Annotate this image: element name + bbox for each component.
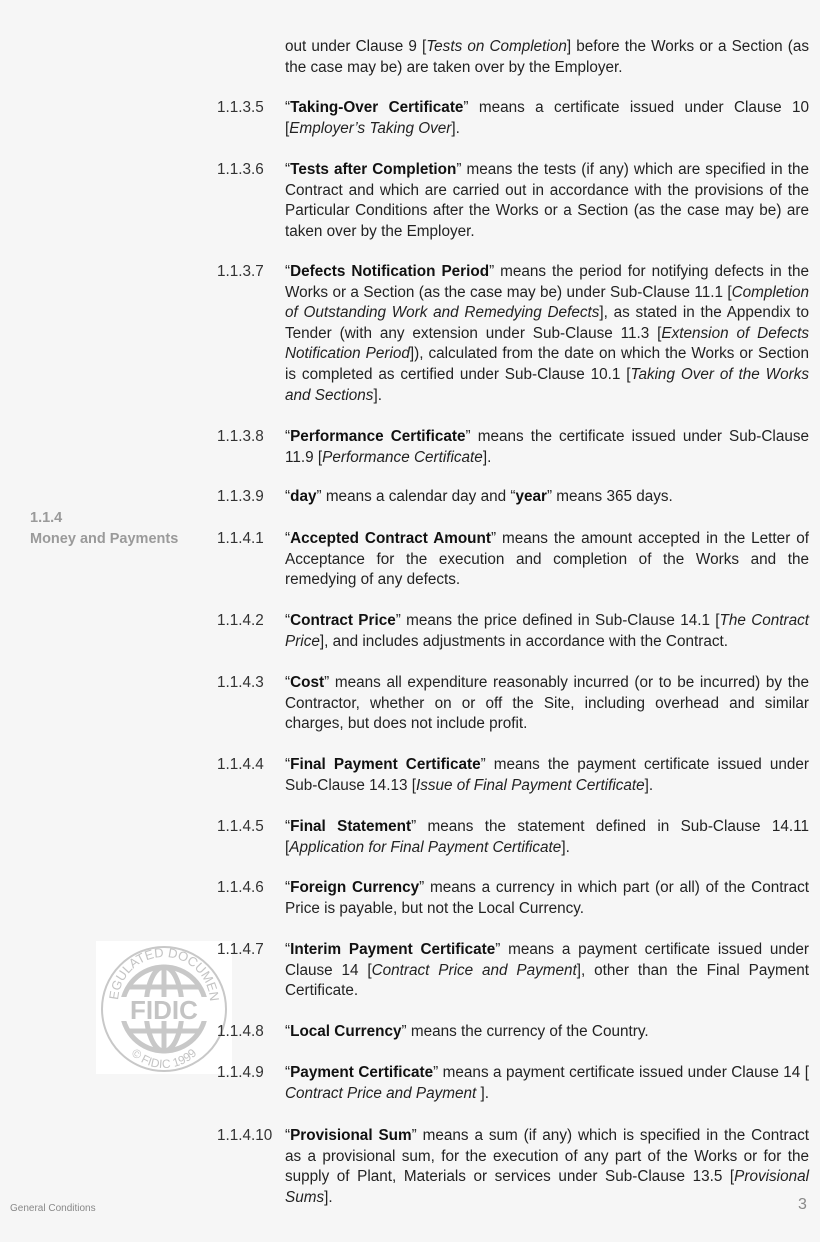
text-segment: ” means the payment certificate issued under Sub-Clause 14.13 [ [285,756,809,794]
text-segment: ” means a currency in which part (or all) of the Contract Price is payable, but not the Local Currency. [285,879,809,917]
text-segment: ], as stated in the Appendix to Tender (with any extension under Sub-Clause 11.3 [ [285,304,809,342]
clause-text [285,817,809,858]
clause-reference: Tests on Completion [426,38,567,55]
text-segment: “ [285,530,291,547]
clause-number: 1.1.4.7 [217,941,264,958]
text-segment: “ [285,488,291,505]
clause-number: 1.1.4.6 [217,879,264,896]
defined-term: Local Currency [290,1023,402,1040]
clause-text [285,1126,809,1208]
clause-number: 1.1.4.8 [217,1023,264,1040]
defined-term: Taking-Over Certificate [290,99,464,116]
fidic-seal-icon [96,941,232,1074]
clause-reference: Contract Price and Payment [285,1084,477,1102]
text-segment: “ [285,674,291,691]
defined-term: Defects Notification Period [290,263,490,280]
defined-term: Payment Certificate [290,1064,434,1081]
clause-text [285,1063,809,1104]
text-segment: ]. [561,838,570,856]
clause-number: 1.1.4.2 [217,612,264,629]
text-segment: ” means a sum (if any) which is specified in the Contract as a provisional sum, for the execution of any part of the Works or for the supply of Plant, Materials or services under Sub-Clause 13.5 [ [285,1127,809,1186]
text-segment: “ [285,428,291,445]
clause-number: 1.1.3.5 [217,99,264,116]
clause-number: 1.1.4.4 [217,756,264,773]
defined-term: Final Statement [290,818,412,835]
text-segment: “ [285,941,291,958]
text-segment: ” means a certificate issued under Clause 10 [ [285,99,809,137]
text-segment: “ [285,263,291,280]
defined-term: Provisional Sum [290,1127,412,1144]
svg-text:FIDIC: FIDIC [130,995,198,1025]
text-segment: ” means the tests (if any) which are specified in the Contract and which are carried out in accordance with the provisions of the Particular Conditions after the Works or a Section (as the case may be) are taken over by the Employer. [285,161,809,240]
clause-reference: Taking Over of the Works and Sections [285,365,809,404]
text-segment: ” means the statement defined in Sub-Clause 14.11 [ [285,818,809,856]
clause-number: 1.1.4.1 [217,530,264,547]
text-segment: “ [285,1127,291,1144]
clause-text [285,98,809,139]
defined-term: Contract Price [290,612,396,629]
clause-number: 1.1.3.8 [217,428,264,445]
clause-reference: Issue of Final Payment Certificate [415,776,645,794]
section-title: Money and Payments [30,531,179,547]
section-number: 1.1.4 [30,510,63,526]
text-segment: “ [285,161,291,178]
defined-term: Foreign Currency [290,879,420,896]
clause-number: 1.1.4.5 [217,818,264,835]
defined-term: Final Payment Certificate [290,756,481,773]
text-segment: ]. [324,1188,333,1206]
defined-term: Cost [290,674,325,691]
clause-text [285,755,809,796]
text-segment: ]. [644,776,654,794]
text-segment: “ [285,612,291,629]
text-segment: “ [285,756,291,773]
text-segment: ], other than the Final Payment Certificate. [285,961,809,1000]
clause-text [285,673,809,735]
clause-reference: Employer’s Taking Over [289,119,452,137]
text-segment: “ [285,879,291,896]
clause-number: 1.1.3.9 [217,488,264,505]
clause-number: 1.1.4.3 [217,674,264,691]
text-segment: “ [285,1023,291,1040]
clause-text [285,487,809,508]
text-segment: ” means 365 days. [546,488,673,505]
clause-text [285,262,809,406]
text-segment: ” means the certificate issued under Sub-Clause 11.9 [ [285,428,809,466]
text-segment: ]. [482,448,492,466]
text-segment: ]. [373,386,382,404]
text-segment: ” means the currency of the Country. [401,1023,649,1040]
clause-text [285,529,809,591]
text-segment: “ [285,818,291,835]
footer-title: General Conditions [10,1203,96,1214]
clause-text [285,160,809,242]
defined-term: Interim Payment Certificate [290,941,496,958]
text-segment: “ [285,99,291,116]
svg-text:REGULATED DOCUMENT: EGULATED DOCUMEN [106,944,223,1002]
clause-reference: Application for Final Payment Certificate [289,838,562,856]
clause-reference: Provisional Sums [285,1168,809,1206]
defined-term: day [290,488,317,505]
clause-reference: Contract Price and Payment [371,961,577,979]
text-segment: ]), calculated from the date on which the Works or Section is completed as certified under Sub-Clause 10.1 [ [285,345,809,383]
clause-number: 1.1.3.6 [217,161,264,178]
text-segment: out under Clause 9 [ [285,38,427,55]
text-segment: “ [285,1064,291,1081]
text-segment: ]. [451,119,460,137]
text-segment: ], and includes adjustments in accordance with the Contract. [319,632,728,650]
clause-number: 1.1.3.7 [217,263,264,280]
clause-reference: Completion of Outstanding Work and Remedying Defects [285,283,809,322]
defined-term: Tests after Completion [290,161,457,178]
clause-text [285,37,809,78]
text-segment: ” means a payment certificate issued under Clause 14 [ [433,1064,810,1081]
svg-text:© FIDIC 1999: © FIDIC 1999 [128,1045,200,1072]
text-segment: ] before the Works or a Section (as the case may be) are taken over by the Employer. [285,38,809,76]
text-segment: ” means the period for notifying defects in the Works or a Section (as the case may be) under Sub-Clause 11.1 [ [285,263,809,301]
clause-reference: The Contract Price [285,612,810,650]
clause-text [285,878,809,919]
clause-reference: Extension of Defects Notification Period [285,324,810,363]
defined-term: Accepted Contract Amount [290,530,491,547]
text-segment: ]. [476,1084,490,1102]
text-segment: ” means the amount accepted in the Letter of Acceptance for the execution and completion of the Works and the remedying of any defects. [285,530,809,589]
clause-text [285,427,809,468]
text-segment: ” means all expenditure reasonably incurred (or to be incurred) by the Contractor, whether on or off the Site, including overhead and similar charges, but does not include profit. [285,674,809,733]
text-segment: ” means a payment certificate issued under Clause 14 [ [285,941,809,979]
page-number: 3 [798,1196,807,1213]
defined-term: Performance Certificate [290,428,466,445]
clause-number: 1.1.4.9 [217,1064,264,1081]
text-segment: ” means the price defined in Sub-Clause 14.1 [ [395,612,720,629]
clause-reference: Performance Certificate [322,448,483,466]
defined-term: year [515,488,547,505]
clause-number: 1.1.4.10 [217,1127,273,1144]
text-segment: ” means a calendar day and “ [316,488,516,505]
clause-text [285,940,809,1002]
clause-text [285,1022,809,1043]
clause-text [285,611,809,652]
